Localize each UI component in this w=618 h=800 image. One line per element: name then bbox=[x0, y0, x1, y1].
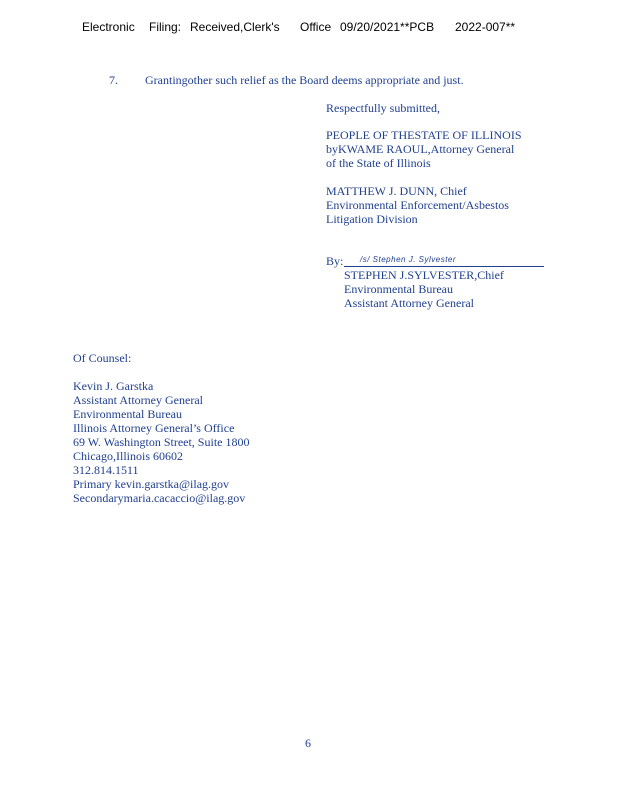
sylvester-line: STEPHEN J.SYLVESTER,Chief bbox=[344, 268, 504, 282]
signature-line bbox=[344, 266, 544, 267]
sylvester-block bbox=[344, 268, 504, 310]
paragraph-number: 7. bbox=[109, 73, 118, 87]
people-line: of the State of Illinois bbox=[326, 156, 431, 170]
filing-header bbox=[0, 20, 618, 36]
header-date: 09/20/2021**PCB bbox=[340, 20, 435, 34]
electronic-signature: /s/ Stephen J. Sylvester bbox=[360, 255, 457, 264]
counsel-line: 69 W. Washington Street, Suite 1800 bbox=[73, 435, 250, 449]
sylvester-line: Environmental Bureau bbox=[344, 282, 453, 296]
dunn-line: Environmental Enforcement/Asbestos bbox=[326, 198, 509, 212]
counsel-block bbox=[73, 379, 249, 505]
header-filing: Filing: bbox=[149, 20, 182, 34]
respectfully-submitted: Respectfully submitted, bbox=[326, 101, 440, 115]
counsel-line: Primary kevin.garstka@ilag.gov bbox=[73, 477, 230, 491]
header-electronic: Electronic bbox=[82, 20, 135, 34]
counsel-line: Illinois Attorney General’s Office bbox=[73, 421, 235, 435]
by-label: By: bbox=[326, 254, 344, 268]
page-number: 6 bbox=[305, 736, 311, 750]
counsel-line: 312.814.1511 bbox=[73, 463, 139, 477]
people-line: byKWAME RAOUL,Attorney General bbox=[326, 142, 515, 156]
people-block bbox=[326, 128, 522, 170]
of-counsel-heading: Of Counsel: bbox=[73, 351, 132, 365]
counsel-line: Secondarymaria.cacaccio@ilag.gov bbox=[73, 491, 246, 505]
counsel-line: Assistant Attorney General bbox=[73, 393, 203, 407]
paragraph-text: Grantingother such relief as the Board deems appropriate and just. bbox=[145, 73, 464, 87]
header-received: Received,Clerk's bbox=[190, 20, 280, 34]
header-office: Office bbox=[300, 20, 332, 34]
header-case-number: 2022-007** bbox=[455, 20, 516, 34]
counsel-line: Environmental Bureau bbox=[73, 407, 182, 421]
dunn-line: Litigation Division bbox=[326, 212, 418, 226]
counsel-line: Kevin J. Garstka bbox=[73, 379, 154, 393]
dunn-block bbox=[326, 184, 509, 226]
dunn-line: MATTHEW J. DUNN, Chief bbox=[326, 184, 467, 198]
sylvester-line: Assistant Attorney General bbox=[344, 296, 474, 310]
people-line: PEOPLE OF THESTATE OF ILLINOIS bbox=[326, 128, 522, 142]
counsel-line: Chicago,Illinois 60602 bbox=[73, 449, 183, 463]
